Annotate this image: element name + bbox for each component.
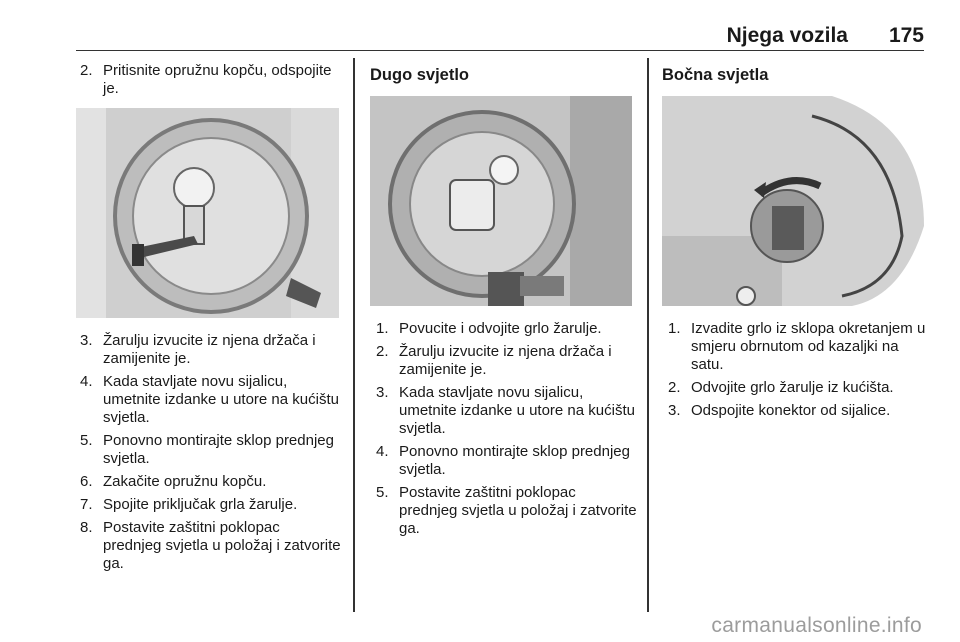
step-item (80, 62, 342, 98)
step-number: 3. (80, 332, 93, 349)
step-item (376, 443, 638, 479)
step-item (80, 432, 342, 468)
step-text: Kada stavljate novu sijalicu, umetnite izdanke u utore na kućištu svjetla. (399, 384, 635, 437)
left-column (80, 62, 342, 103)
step-item (80, 519, 342, 573)
step-item (80, 332, 342, 368)
step-item (80, 473, 342, 491)
photo-high-beam (370, 96, 632, 306)
step-number: 2. (668, 379, 681, 396)
step-number: 5. (80, 432, 93, 449)
section-heading: Bočna svjetla (662, 66, 769, 84)
section-heading: Dugo svjetlo (370, 66, 470, 84)
step-item (668, 320, 930, 374)
step-list (376, 320, 638, 538)
step-item (376, 484, 638, 538)
step-text: Žarulju izvucite iz njena držača i zamijenite je. (103, 332, 316, 367)
step-number: 1. (668, 320, 681, 337)
middle-column-steps (376, 320, 638, 543)
step-text: Povucite i odvojite grlo žarulje. (399, 320, 602, 337)
column-divider-left (353, 58, 355, 612)
step-number: 6. (80, 473, 93, 490)
step-number: 7. (80, 496, 93, 513)
step-text: Odspojite konektor od sijalice. (691, 402, 891, 419)
step-text: Zakačite opružnu kopču. (103, 473, 267, 490)
step-item (668, 379, 930, 397)
step-item (376, 384, 638, 438)
middle-column (370, 62, 635, 85)
photo-bulb-holder (76, 108, 339, 318)
site-watermark: carmanualsonline.info (711, 614, 922, 637)
page-number: 175 (888, 24, 924, 47)
step-item (668, 402, 930, 420)
step-text: Ponovno montirajte sklop prednjeg svjetla. (399, 443, 630, 478)
left-column-steps (80, 332, 342, 578)
step-text: Žarulju izvucite iz njena držača i zamijenite je. (399, 343, 612, 378)
step-number: 1. (376, 320, 389, 337)
right-column-steps (668, 320, 930, 425)
step-text: Ponovno montirajte sklop prednjeg svjetla. (103, 432, 334, 467)
column-divider-right (647, 58, 649, 612)
step-text: Odvojite grlo žarulje iz kućišta. (691, 379, 894, 396)
page-header (76, 24, 924, 51)
step-text: Kada stavljate novu sijalicu, umetnite izdanke u utore na kućištu svjetla. (103, 373, 339, 426)
step-number: 2. (80, 62, 93, 79)
step-list (668, 320, 930, 420)
step-text: Pritisnite opružnu kopču, odspojite je. (103, 62, 332, 97)
step-number: 4. (80, 373, 93, 390)
step-text: Spojite priključak grla žarulje. (103, 496, 298, 513)
right-column (662, 62, 927, 85)
intro-step-list (80, 62, 342, 98)
photo-side-light (662, 96, 924, 306)
step-text: Izvadite grlo iz sklopa okretanjem u smjeru obrnutom od kazaljki na satu. (691, 320, 926, 373)
step-number: 3. (668, 402, 681, 419)
step-item (376, 343, 638, 379)
step-number: 3. (376, 384, 389, 401)
step-item (80, 373, 342, 427)
step-text: Postavite zaštitni poklopac prednjeg svjetla u položaj i zatvorite ga. (103, 519, 341, 572)
step-number: 8. (80, 519, 93, 536)
step-item (80, 496, 342, 514)
step-number: 5. (376, 484, 389, 501)
step-number: 2. (376, 343, 389, 360)
step-text: Postavite zaštitni poklopac prednjeg svjetla u položaj i zatvorite ga. (399, 484, 637, 537)
section-title: Njega vozila (726, 24, 848, 47)
step-list (80, 332, 342, 573)
step-item (376, 320, 638, 338)
step-number: 4. (376, 443, 389, 460)
